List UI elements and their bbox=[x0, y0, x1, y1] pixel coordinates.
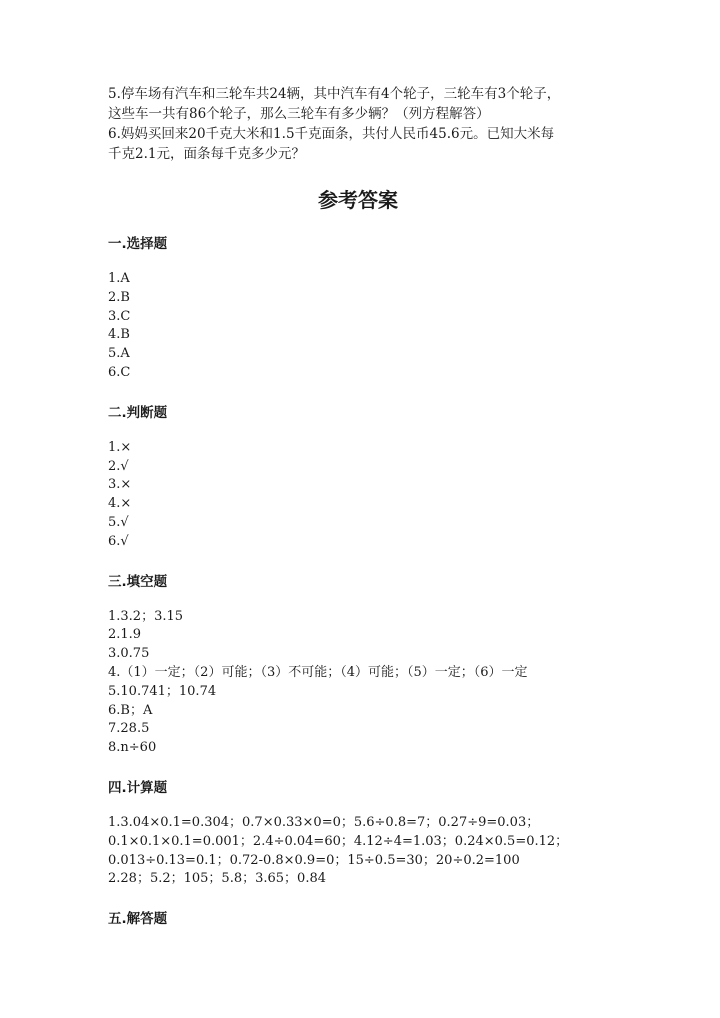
answer-line: 3.C bbox=[108, 308, 131, 324]
answer-line: 4.B bbox=[108, 327, 130, 343]
answer-line: 1.3.04×0.1=0.304；0.7×0.33×0=0；5.6÷0.8=7；0.27÷9=0.03； bbox=[108, 814, 540, 830]
section-true-false bbox=[108, 403, 608, 552]
answer-line: 2.B bbox=[108, 289, 130, 305]
section-fill-in-blank bbox=[108, 572, 608, 758]
section-heading: 四.计算题 bbox=[108, 779, 168, 796]
answer-line: 5.A bbox=[108, 346, 130, 362]
answer-line: 0.013÷0.13=0.1；0.72-0.8×0.9=0；15÷0.5=30；20÷0.2=100 bbox=[108, 852, 520, 868]
answer-line: 2.1.9 bbox=[108, 627, 142, 643]
answer-line: 5.10.741；10.74 bbox=[108, 683, 217, 699]
answer-line: 7.28.5 bbox=[108, 721, 150, 737]
answer-line: 2.28；5.2；105；5.8；3.65；0.84 bbox=[108, 871, 326, 887]
answer-line: 4.（1）一定；（2）可能；（3）不可能；（4）可能；（5）一定；（6）一定 bbox=[108, 664, 528, 680]
section-word-problems bbox=[108, 909, 608, 929]
answer-line: 3.× bbox=[108, 477, 132, 493]
answer-line: 1.× bbox=[108, 439, 132, 455]
section-calculation bbox=[108, 778, 608, 889]
answer-line: 8.n÷60 bbox=[108, 740, 157, 756]
answer-line: 1.3.2；3.15 bbox=[108, 608, 184, 624]
question-6 bbox=[108, 124, 608, 164]
answer-line: 6.√ bbox=[108, 533, 129, 549]
document-page bbox=[108, 84, 608, 945]
answer-line: 5.√ bbox=[108, 514, 129, 530]
answer-line: 2.√ bbox=[108, 458, 129, 474]
section-heading: 一.选择题 bbox=[108, 236, 168, 252]
question-6-line-1: 6.妈妈买回来20千克大米和1.5千克面条，共付人民币45.6元。已知大米每 bbox=[108, 126, 555, 142]
answer-line: 0.1×0.1×0.1=0.001；2.4÷0.04=60；4.12÷4=1.03；0.24×0.5=0.12； bbox=[108, 833, 569, 849]
section-heading: 三.填空题 bbox=[108, 573, 168, 590]
answer-line: 3.0.75 bbox=[108, 646, 150, 662]
question-5 bbox=[108, 84, 608, 124]
question-5-line-1: 5.停车场有汽车和三轮车共24辆，其中汽车有4个轮子，三轮车有3个轮子， bbox=[108, 86, 561, 102]
section-heading: 五.解答题 bbox=[108, 911, 168, 928]
section-multiple-choice bbox=[108, 234, 608, 383]
answer-line: 4.× bbox=[108, 496, 132, 512]
question-5-line-2: 这些车一共有86个轮子，那么三轮车有多少辆？（列方程解答） bbox=[108, 106, 490, 122]
answer-line: 6.B；A bbox=[108, 702, 153, 718]
answer-line: 6.C bbox=[108, 364, 131, 380]
answer-key-title: 参考答案 bbox=[318, 188, 398, 212]
section-heading: 二.判断题 bbox=[108, 404, 168, 421]
answer-line: 1.A bbox=[108, 271, 130, 286]
question-6-line-2: 千克2.1元，面条每千克多少元？ bbox=[108, 146, 305, 162]
